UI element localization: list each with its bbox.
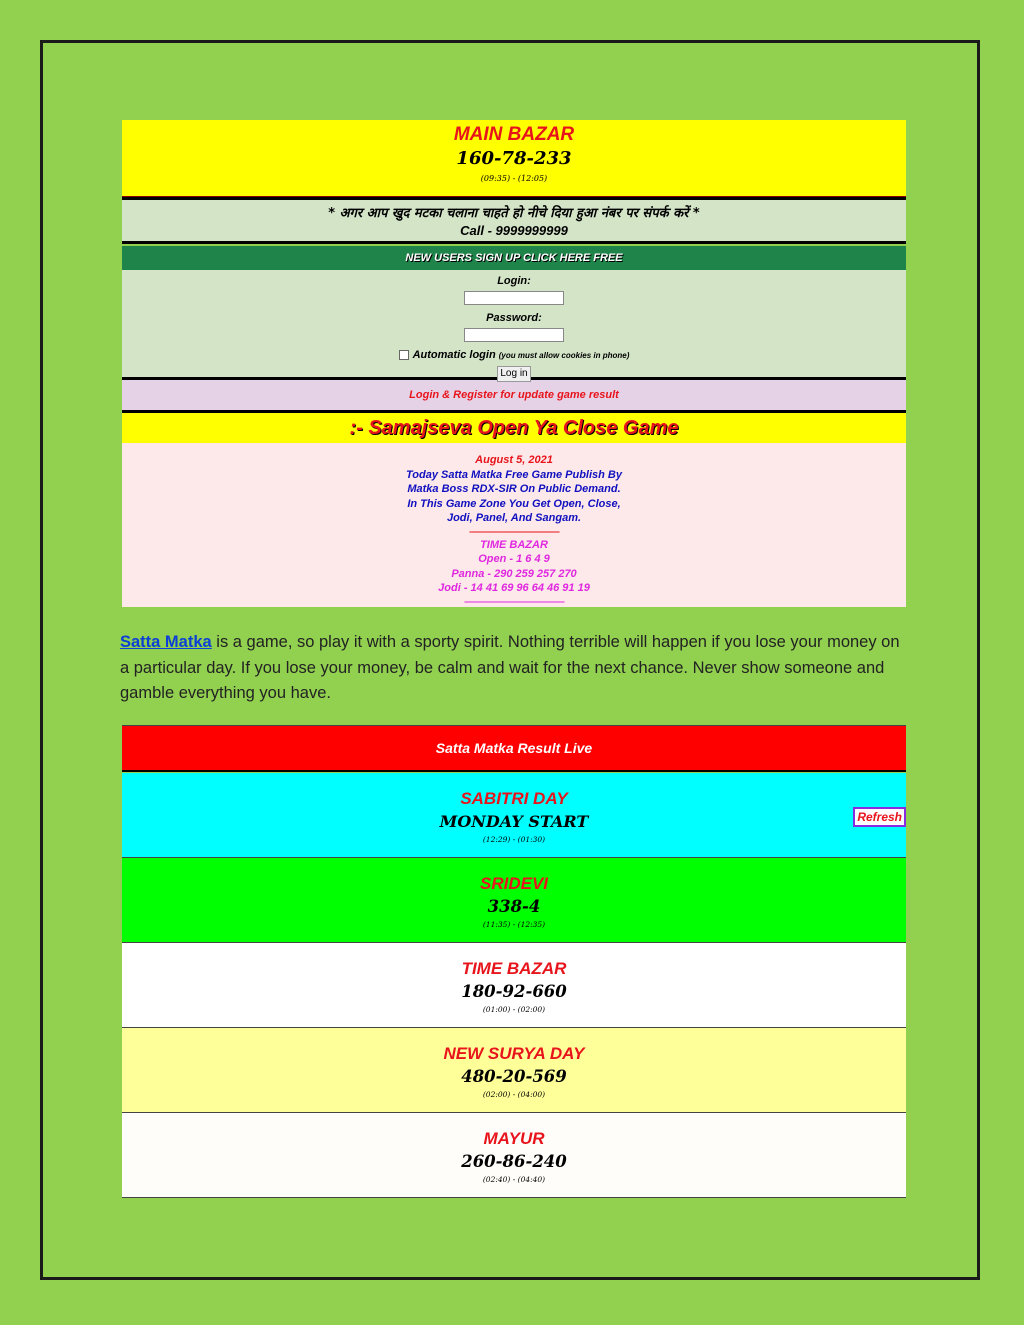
game-date: August 5, 2021 [475,454,553,466]
signup-link[interactable]: NEW USERS SIGN UP CLICK HERE FREE [122,246,906,270]
game-line: Today Satta Matka Free Game Publish By [406,468,622,481]
market-value: 260-86-240 [461,1152,567,1171]
paragraph-text: is a game, so play it with a sporty spirit. Nothing terrible will happen if you lose your money on a particular day. If you lose your money, be calm and wait for the next chance. Never show someone and gamble everything you have. [120,633,900,702]
game-dashes: ------------------------------------------------------------ [464,596,564,606]
main-bazar-number: 160-78-233 [456,148,572,169]
market-time: (02:00) - (04:00) [482,1090,546,1099]
game-title: :- Samajseva Open Ya Close Game [122,413,906,443]
market-row [122,1113,906,1198]
market-row [122,773,906,858]
game-line: Matka Boss RDX-SIR On Public Demand. [407,483,621,495]
market-value: MONDAY START [439,812,589,831]
refresh-button[interactable]: Refresh [853,807,906,827]
game-market: TIME BAZAR [480,538,548,551]
market-row [122,1028,906,1113]
game-line: Jodi, Panel, And Sangam. [446,512,582,524]
market-value: 338-4 [487,897,541,916]
market-name: SABITRI DAY [460,789,568,808]
login-label: Login: [497,275,531,287]
automatic-login-row [122,348,906,363]
market-row [122,943,906,1028]
register-note[interactable]: Login & Register for update game result [122,380,906,413]
password-label: Password: [486,312,542,324]
main-bazar-time: (09:35) - (12:05) [480,174,548,183]
market-value: 480-20-569 [461,1067,567,1086]
contact-hindi-text: * अगर आप खुद मटका चलाना चाहते हो नीचे दिया हुआ नंबर पर संपर्क करें * [328,206,700,221]
game-line: In This Game Zone You Get Open, Close, [407,497,621,510]
market-row [122,858,906,943]
login-input[interactable] [464,291,564,305]
market-value: 180-92-660 [461,982,567,1001]
market-name: NEW SURYA DAY [443,1044,585,1063]
contact-call-number: Call - 9999999999 [460,223,568,238]
automatic-login-note: (you must allow cookies in phone) [498,351,630,360]
market-name: MAYUR [483,1129,545,1148]
password-input[interactable] [464,328,564,342]
game-panna: Panna - 290 259 257 270 [451,567,577,580]
main-bazar-title: MAIN BAZAR [453,124,575,145]
automatic-login-checkbox[interactable] [399,350,409,360]
body-paragraph [120,630,910,707]
embedded-site [122,120,906,607]
market-time: (02:40) - (04:40) [482,1175,546,1184]
game-open: Open - 1 6 4 9 [478,553,550,565]
main-bazar-panel [122,120,906,196]
live-results-header: Satta Matka Result Live [122,725,906,772]
results-section [122,725,906,1198]
market-name: TIME BAZAR [461,959,567,978]
satta-matka-link[interactable]: Satta Matka [120,633,212,651]
market-time: (12:29) - (01:30) [482,835,546,844]
game-jodi: Jodi - 14 41 69 96 64 46 91 19 [438,582,590,594]
market-name: SRIDEVI [479,874,549,893]
game-body [122,443,906,607]
game-dashes: ------------------------------------------------------ [469,526,559,536]
login-button[interactable]: Log in [497,366,530,382]
login-form [122,270,906,380]
market-time: (11:35) - (12:35) [482,920,546,929]
automatic-login-label: Automatic login [412,349,496,361]
contact-panel [122,200,906,244]
market-time: (01:00) - (02:00) [482,1005,546,1014]
